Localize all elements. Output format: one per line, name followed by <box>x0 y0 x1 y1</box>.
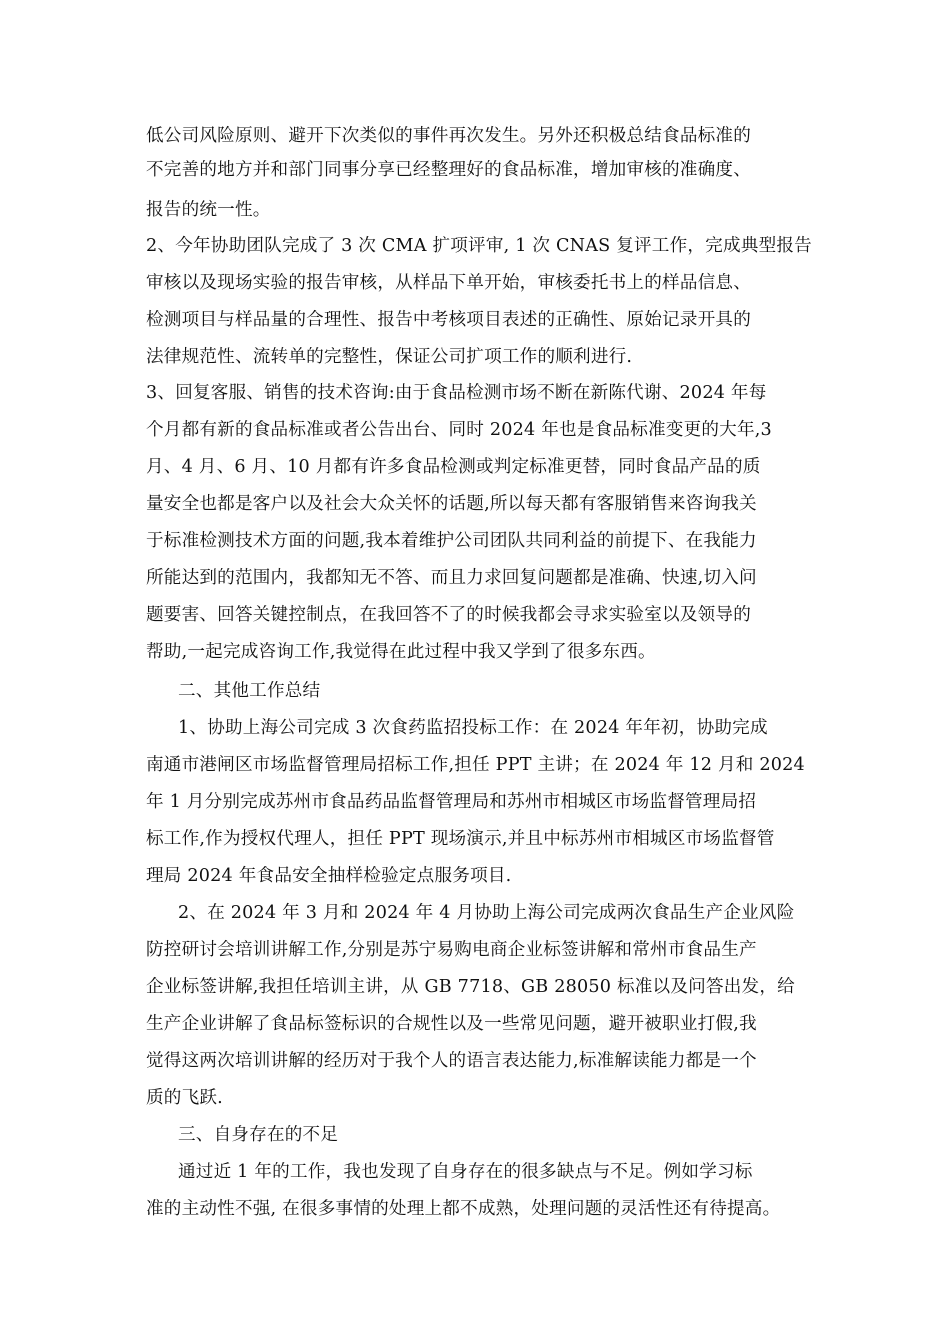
text-line: 检测项目与样品量的合理性、报告中考核项目表述的正确性、原始记录开具的 <box>146 310 751 330</box>
text-line: 质的飞跃. <box>146 1088 223 1108</box>
text-line: 审核以及现场实验的报告审核，从样品下单开始，审核委托书上的样品信息、 <box>146 273 751 293</box>
text-line: 年 1 月分别完成苏州市食品药品监督管理局和苏州市相城区市场监督管理局招 <box>146 792 757 812</box>
text-line: 企业标签讲解,我担任培训主讲，从 GB 7718、GB 28050 标准以及问答出发，给 <box>146 977 795 997</box>
text-line: 月、4 月、6 月、10 月都有许多食品检测或判定标准更替，同时食品产品的质 <box>146 457 761 477</box>
text-line: 于标准检测技术方面的问题,我本着维护公司团队共同利益的前提下、在我能力 <box>146 531 757 551</box>
text-line: 1、协助上海公司完成 3 次食药监招投标工作：在 2024 年年初，协助完成 <box>178 718 768 738</box>
text-line: 帮助,一起完成咨询工作,我觉得在此过程中我又学到了很多东西。 <box>146 642 656 662</box>
text-line: 觉得这两次培训讲解的经历对于我个人的语言表达能力,标准解读能力都是一个 <box>146 1051 757 1071</box>
text-line: 低公司风险原则、避开下次类似的事件再次发生。另外还积极总结食品标准的 <box>146 126 751 146</box>
text-line: 理局 2024 年食品安全抽样检验定点服务项目. <box>146 866 512 886</box>
text-line: 防控研讨会培训讲解工作,分别是苏宁易购电商企业标签讲解和常州市食品生产 <box>146 940 757 960</box>
text-line: 生产企业讲解了食品标签标识的合规性以及一些常见问题，避开被职业打假,我 <box>146 1014 757 1034</box>
section-heading-other-work: 二、其他工作总结 <box>178 681 321 701</box>
text-line: 题要害、回答关键控制点，在我回答不了的时候我都会寻求实验室以及领导的 <box>146 605 751 625</box>
text-line: 所能达到的范围内，我都知无不答、而且力求回复问题都是准确、快速,切入问 <box>146 568 757 588</box>
text-line: 报告的统一性。 <box>146 200 271 220</box>
text-line: 法律规范性、流转单的完整性，保证公司扩项工作的顺利进行. <box>146 347 633 367</box>
text-line: 2、今年协助团队完成了 3 次 CMA 扩项评审, 1 次 CNAS 复评工作，完成典型报告 <box>146 236 812 256</box>
text-line: 2、在 2024 年 3 月和 2024 年 4 月协助上海公司完成两次食品生产企业风险 <box>178 903 795 923</box>
text-line: 不完善的地方并和部门同事分享已经整理好的食品标准，增加审核的准确度、 <box>146 160 751 180</box>
text-line: 量安全也都是客户以及社会大众关怀的话题,所以每天都有客服销售来咨询我关 <box>146 494 757 514</box>
text-line: 标工作,作为授权代理人，担任 PPT 现场演示,并且中标苏州市相城区市场监督管 <box>146 829 775 849</box>
text-line: 个月都有新的食品标准或者公告出台、同时 2024 年也是食品标准变更的大年,3 <box>146 420 772 440</box>
text-line: 准的主动性不强, 在很多事情的处理上都不成熟，处理问题的灵活性还有待提高。 <box>146 1199 781 1219</box>
text-line: 通过近 1 年的工作，我也发现了自身存在的很多缺点与不足。例如学习标 <box>178 1162 753 1182</box>
text-line: 南通市港闸区市场监督管理局招标工作,担任 PPT 主讲；在 2024 年 12 月和 2024 <box>146 755 805 775</box>
text-line: 3、回复客服、销售的技术咨询:由于食品检测市场不断在新陈代谢、2024 年每 <box>146 383 767 403</box>
section-heading-shortcomings: 三、自身存在的不足 <box>178 1125 339 1145</box>
